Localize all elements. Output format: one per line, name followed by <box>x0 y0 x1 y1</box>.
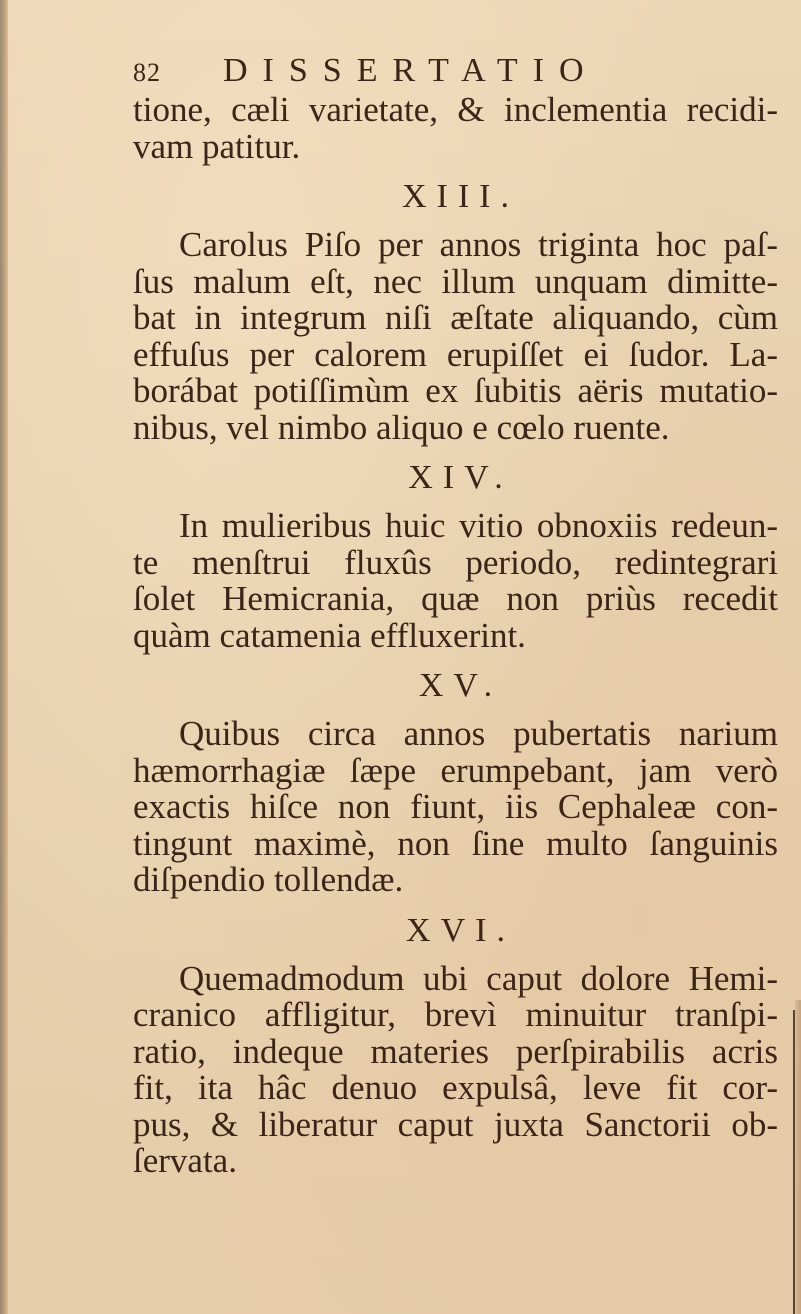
text-line: Quibus circa annos pubertatis narium <box>179 714 778 753</box>
section-paragraph-xv <box>133 716 778 899</box>
section-paragraph-xiv <box>133 508 778 654</box>
text-line: exactis hiſce non fiunt, iis Cephaleæ con- <box>133 787 778 826</box>
running-head <box>133 52 778 92</box>
text-line: effuſus per calorem erupiſſet ei ſudor. La- <box>133 334 778 374</box>
page-number: 82 <box>133 58 161 87</box>
text-line: quàm catamenia effluxerint. <box>133 615 526 655</box>
section-paragraph-xiii <box>133 227 778 446</box>
text-line: Quemadmodum ubi caput dolore Hemi- <box>179 958 778 998</box>
text-line: ſervata. <box>133 1141 237 1180</box>
text-line: hæmorrhagiæ ſæpe erumpebant, jam verò <box>133 750 778 790</box>
next-page-edge <box>795 1000 801 1314</box>
page-edge-line <box>793 1010 795 1314</box>
text-line: ſolet Hemicrania, quæ non priùs recedit <box>133 579 778 618</box>
section-heading-xiii: XIII. <box>401 178 520 215</box>
book-binding-edge <box>0 0 8 1314</box>
text-line: tione, cæli varietate, & inclementia recidi- <box>133 90 778 129</box>
text-line: Carolus Piſo per annos triginta hoc paſ- <box>179 225 778 264</box>
text-line: ſus malum eſt, nec illum unquam dimitte- <box>133 261 778 301</box>
continuation-paragraph <box>133 92 778 165</box>
text-line: fit, ita hâc denuo expulsâ, leve fit cor- <box>133 1068 778 1107</box>
text-line: diſpendio tollendæ. <box>133 860 404 899</box>
section-heading-xvi: XVI. <box>406 911 515 949</box>
text-line: bat in integrum niſi æſtate aliquando, cùm <box>133 298 778 337</box>
section-paragraph-xvi <box>133 958 778 1180</box>
text-line: cranico affligitur, brevì minuitur tranſpi- <box>133 995 778 1034</box>
text-line: In mulieribus huic vitio obnoxiis redeun- <box>179 506 778 545</box>
section-heading-xiv: XIV. <box>408 459 513 496</box>
text-line: ratio, indeque materies perſpirabilis acris <box>133 1031 778 1071</box>
section-heading-xv: XV. <box>418 667 503 704</box>
text-line: vam patitur. <box>133 126 301 166</box>
running-head-title: DISSERTATIO <box>223 52 599 89</box>
text-line: nibus, vel nimbo aliquo e cœlo ruente. <box>133 407 670 447</box>
book-page <box>133 52 778 1180</box>
text-line: tingunt maximè, non ſine multo ſanguinis <box>133 823 778 863</box>
text-line: pus, & liberatur caput juxta Sanctorii ob- <box>133 1104 778 1144</box>
text-line: borábat potiſſimùm ex ſubitis aëris mutatio- <box>133 371 778 410</box>
text-line: te menſtrui fluxûs periodo, redintegrari <box>133 542 778 582</box>
